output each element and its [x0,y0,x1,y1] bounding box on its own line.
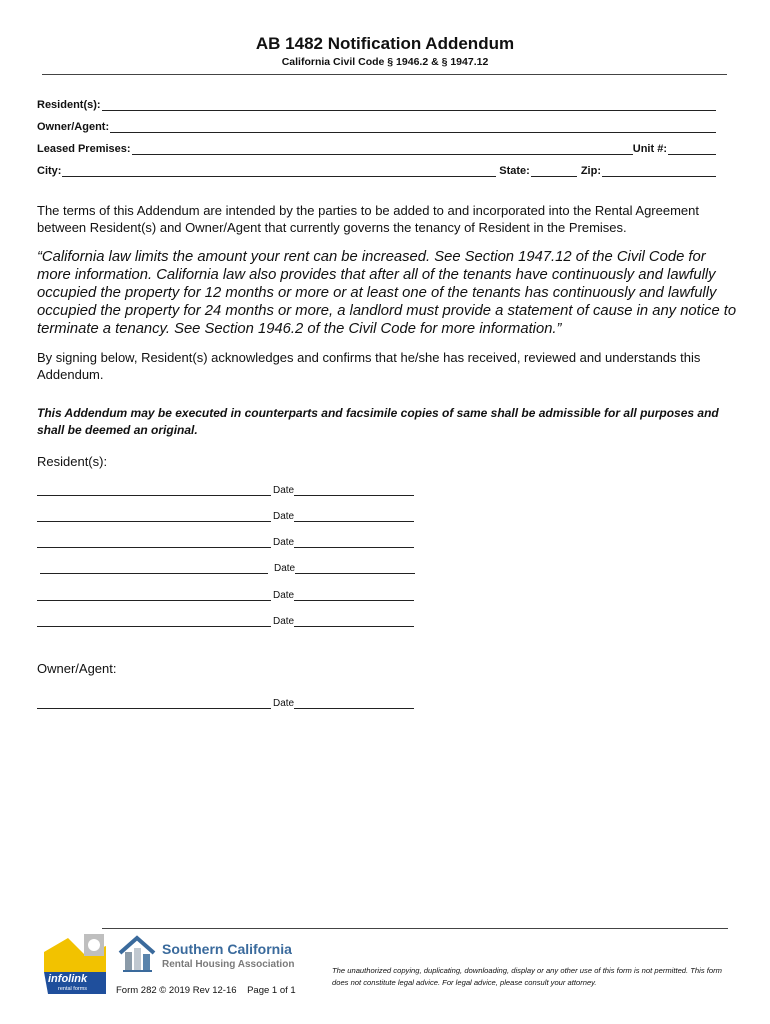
resident-signature-row [37,536,414,548]
scrha-house-icon [118,935,156,975]
date-line[interactable] [294,485,414,496]
california-law-quote: “California law limits the amount your rent can be increased. See Section 1947.12 of the Civil Code for more information. California law also provides that after all of the tenants have continuously and lawfully occupied the property for 12 months or more or at least one of the tenants has continuously and lawfully occupied the property for 24 months or more, a landlord must provide a statement of cause in any notice to terminate a tenancy. See Section 1946.2 of the Civil Code for more information.” [37,249,737,337]
resident-signature-line[interactable] [37,616,271,627]
resident-signature-line[interactable] [40,563,268,574]
date-line[interactable] [294,511,414,522]
date-line[interactable] [294,698,414,709]
residents-field[interactable] [37,97,716,111]
date-line[interactable] [294,616,414,627]
owner-agent-blank[interactable] [110,121,716,133]
unit-label: Unit #: [632,143,667,155]
copyright-disclaimer: The unauthorized copying, duplicating, downloading, display or any other use of this form is not permitted. This form does not constitute legal advice. For legal advice, please consult your attorney. [332,966,722,987]
date-label: Date [273,511,295,522]
resident-signature-row [37,510,414,522]
city-state-zip-field[interactable] [37,163,716,177]
date-label: Date [274,563,296,574]
infolink-logo [44,932,106,994]
logo-wordmark: infolink [48,973,88,985]
state-blank[interactable] [531,165,577,177]
date-label: Date [273,616,295,627]
form-info: Form 282 © 2019 Rev 12-16 Page 1 of 1 [116,985,296,996]
date-label: Date [273,698,295,709]
header-divider [42,74,727,75]
owner-signature-row [37,697,414,709]
acknowledge-paragraph: By signing below, Resident(s) acknowledges and confirms that he/she has received, reviewed and understands this Addendum. [37,350,701,382]
resident-signature-row [37,589,414,601]
residents-blank[interactable] [102,99,716,111]
date-line[interactable] [294,537,414,548]
resident-signature-line[interactable] [37,537,271,548]
resident-signature-row [37,615,414,627]
resident-signature-row [37,484,414,496]
org-subname: Rental Housing Association [162,959,295,970]
owner-agent-label: Owner/Agent: [37,121,110,133]
org-name: Southern California [162,941,292,957]
page-title: AB 1482 Notification Addendum [255,34,515,53]
owner-signature-heading: Owner/Agent: [37,661,117,676]
city-label: City: [37,165,62,177]
unit-blank[interactable] [668,143,716,155]
resident-signature-line[interactable] [37,485,271,496]
zip-blank[interactable] [602,165,716,177]
logo-subtext: rental forms [58,986,88,992]
page-subtitle: California Civil Code § 1946.2 & § 1947.12 [281,56,489,68]
city-blank[interactable] [62,165,496,177]
residents-signature-heading: Resident(s): [37,454,108,469]
counterparts-paragraph: This Addendum may be executed in counterparts and facsimile copies of same shall be admissible for all purposes and shall be deemed an original. [37,406,719,437]
owner-signature-line[interactable] [37,698,271,709]
leased-premises-blank[interactable] [132,143,633,155]
date-label: Date [273,485,295,496]
leased-premises-label: Leased Premises: [37,143,131,155]
state-label: State: [499,165,530,177]
resident-signature-line[interactable] [37,511,271,522]
date-line[interactable] [294,590,414,601]
footer-divider [102,928,728,929]
date-label: Date [273,590,295,601]
resident-signature-row [40,562,415,574]
residents-label: Resident(s): [37,99,101,111]
zip-label: Zip: [580,165,601,177]
leased-premises-field[interactable] [37,141,716,155]
owner-agent-field[interactable] [37,119,716,133]
date-line[interactable] [295,563,415,574]
resident-signature-line[interactable] [37,590,271,601]
terms-paragraph: The terms of this Addendum are intended by the parties to be added to and incorporated into the Rental Agreement between Resident(s) and Owner/Agent that currently governs the tenancy of Resident in the Premises. [37,203,699,235]
date-label: Date [273,537,295,548]
